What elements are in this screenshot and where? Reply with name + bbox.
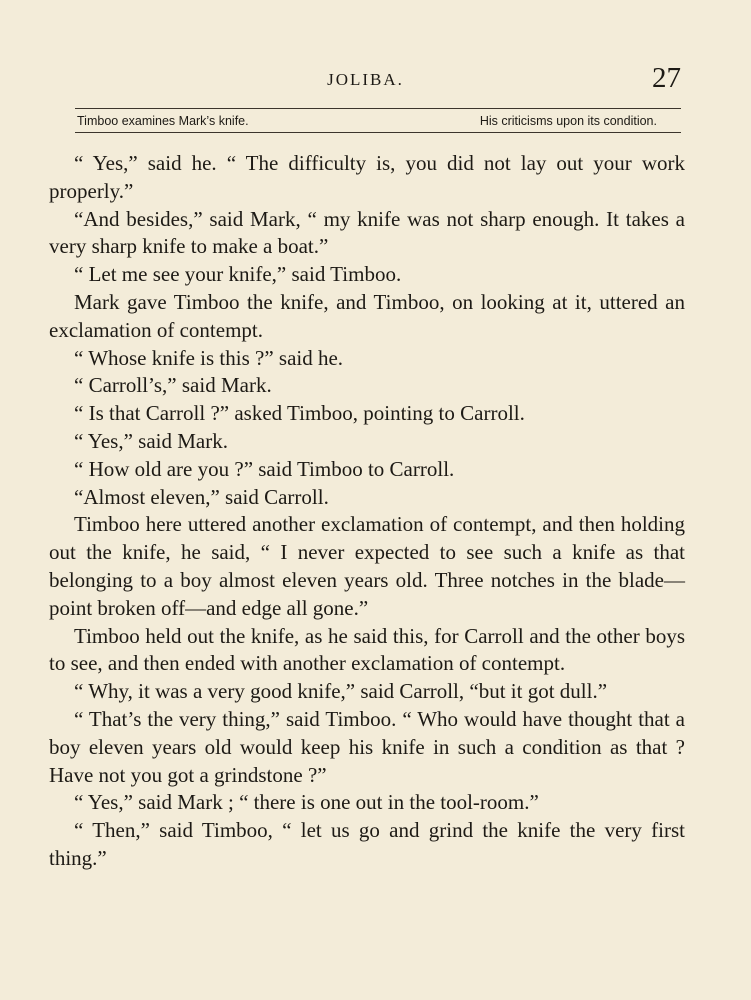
paragraph: “ Yes,” said Mark ; “ there is one out in the tool-room.” bbox=[74, 790, 539, 815]
sidenote-left: Timboo examines Mark’s knife. bbox=[77, 114, 249, 128]
body-text bbox=[49, 150, 685, 873]
paragraph: “ Is that Carroll ?” asked Timboo, pointing to Carroll. bbox=[74, 401, 525, 426]
book-title: JOLIBA. bbox=[327, 70, 404, 89]
paragraph: “ How old are you ?” said Timboo to Carroll. bbox=[74, 456, 455, 481]
paragraph: “ That’s the very thing,” said Timboo. “ Who would have thought that a boy eleven years old would keep his knife in such a condition as that ? Have not you got a grindstone ?” bbox=[49, 706, 685, 787]
paragraph: “ Let me see your knife,” said Timboo. bbox=[74, 262, 402, 287]
running-head bbox=[50, 62, 681, 96]
paragraph: “And besides,” said Mark, “ my knife was not sharp enough. It takes a very sharp knife to make a boat.” bbox=[49, 206, 685, 259]
paragraph: Mark gave Timboo the knife, and Timboo, on looking at it, uttered an exclamation of contempt. bbox=[49, 289, 685, 342]
header-rule-top bbox=[75, 108, 681, 109]
header-rule-bottom bbox=[75, 132, 681, 133]
paragraph: Timboo here uttered another exclamation of contempt, and then holding out the knife, he said, “ I never expected to see such a knife as that belonging to a boy almost eleven years old. Three notches in the blade—point broken off—and edge all gone.” bbox=[49, 512, 685, 620]
paragraph: “ Yes,” said Mark. bbox=[74, 428, 228, 453]
sidenote-right: His criticisms upon its condition. bbox=[479, 114, 657, 128]
paragraph: “ Then,” said Timboo, “ let us go and grind the knife the very first thing.” bbox=[49, 818, 685, 870]
paragraph: “ Why, it was a very good knife,” said Carroll, “but it got dull.” bbox=[74, 679, 608, 704]
paragraph: “Almost eleven,” said Carroll. bbox=[74, 484, 329, 509]
paragraph: “ Carroll’s,” said Mark. bbox=[74, 373, 272, 398]
paragraph: Timboo held out the knife, as he said this, for Carroll and the other boys to see, and then ended with another exclamation of contempt. bbox=[49, 623, 685, 676]
paragraph: “ Whose knife is this ?” said he. bbox=[74, 345, 344, 370]
page-number: 27 bbox=[652, 62, 681, 94]
paragraph: “ Yes,” said he. “ The difficulty is, you did not lay out your work properly.” bbox=[49, 151, 685, 203]
